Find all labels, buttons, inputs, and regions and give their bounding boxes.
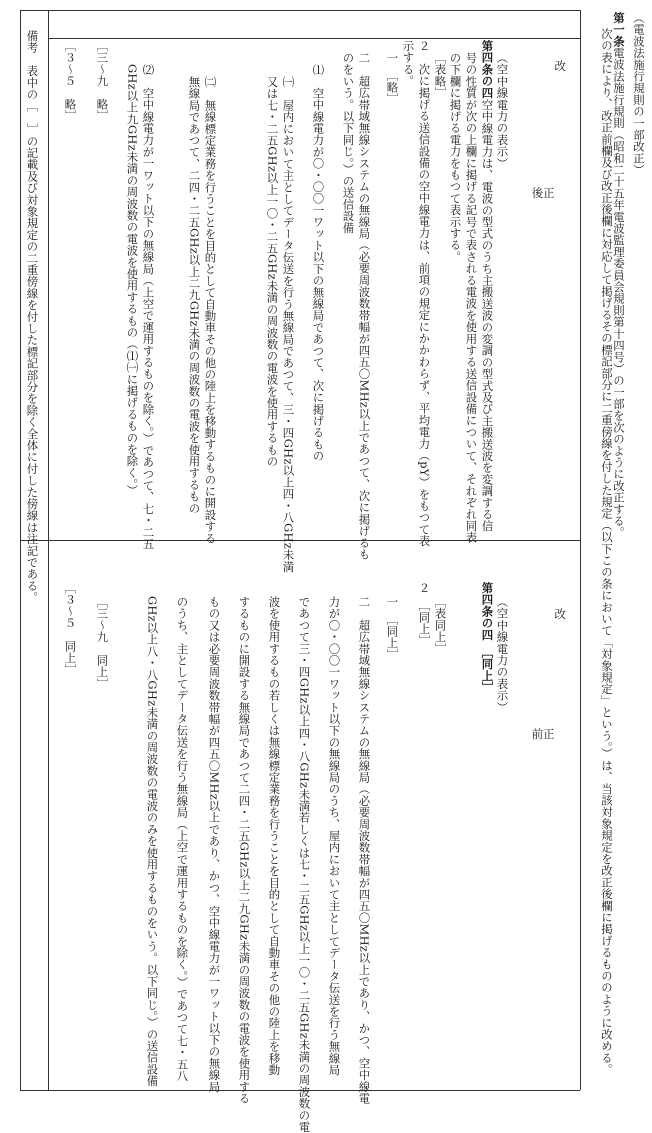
header-before-char-3: 前 [530, 728, 545, 740]
before-item3: ［三～九 同上］ [95, 596, 110, 690]
before-item1: 一 ［同上］ [385, 596, 400, 661]
remarks-divider-rule [48, 10, 49, 1090]
header-after [530, 60, 568, 520]
after-item1: 一 ［略］ [385, 52, 400, 105]
after-caption: （空中線電力の表示） [495, 52, 510, 169]
before-item2-line5: するものに開設する無線局であつて二四・二五GHz以上二九GHz未満の周波数の電波を使用する [237, 596, 252, 1105]
after-sub1a-line1: ㈠ 屋内において主としてデータ伝送を行う無線局であつて、三・四GHz以上四・八GHz未満 [281, 76, 296, 573]
after-article-line1 [481, 40, 498, 531]
after-para2-line1: ２ 次に掲げる送信設備の空中線電力は、前項の規定にかかわらず、平均電力（pY）をもつて表 [417, 40, 432, 547]
column-divider-rule [20, 540, 580, 541]
after-item2-line2: のをいう。以下同じ。）の送信設備 [341, 52, 356, 234]
header-after-char-2: 正 [541, 187, 556, 199]
article-label: 第一条 [612, 12, 626, 48]
after-omit-table: ［表略］ [433, 52, 448, 99]
intro-line1 [613, 12, 628, 539]
after-article-text1: 空中線電力は、電波の型式のうち主搬送波の変調の型式及び主搬送波を変調する信 [480, 98, 495, 532]
after-para3: ［３～５ 略］ [63, 40, 78, 122]
table-left-rule [20, 10, 21, 1090]
after-sub1a-line2: 又は七・二五GHz以上一〇・二五GHz未満の周波数の電波を使用するもの [265, 76, 280, 468]
intro-line2: 次の表により、改正前欄及び改正後欄に対応して掲げるその標記部分に二重傍線を付した規定（以下この条において「対象規定」という。）は、当該対象規定を改正後欄に掲げるもののように改める。 [600, 28, 614, 1076]
remarks-note: 備考 表中の［ ］の記載及び対象規定の二重傍線を付した標記部分を除く全体に付した傍線は注記である。 [25, 30, 40, 604]
header-divider-rule [48, 38, 580, 39]
before-item2-line7: のうち、主としてデータ伝送を行う無線局（上空で運用するものを除く。）であつて七・五八 [175, 596, 190, 1082]
after-sub1: ⑴ 空中線電力が〇・〇〇一ワット以下の無線局であつて、次に掲げるもの [311, 64, 326, 462]
after-article-line3: の下欄に掲げる電力をもつて表示する。 [448, 52, 463, 263]
after-sub1b-line2: 無線局であつて、二四・二五GHz以上二九GHz未満の周波数の電波を使用するもの [187, 76, 202, 514]
before-para3: ［３～５ 同上］ [63, 582, 78, 676]
after-sub2-line1: ⑵ 空中線電力が一ワット以下の無線局（上空で運用するものを除く。）であつて、七・二五 [141, 64, 156, 550]
after-item3: ［三～九 略］ [95, 40, 110, 122]
header-before-char-1: 改 [553, 608, 568, 620]
header-before-char-2: 正 [541, 728, 556, 740]
intro-title: （電波法施行規則の一部改正） [632, 12, 646, 176]
after-article-label: 第四条の四 [480, 40, 495, 99]
intro-line1-text: 電波法施行規則（昭和二十五年電波監理委員会規則第十四号）の一部を次のように改正する。 [612, 47, 626, 539]
table-top-rule [20, 10, 580, 11]
header-after-char-1: 改 [553, 60, 568, 72]
header-before [530, 608, 568, 1068]
before-item2-line6: もの又は必要周波数帯幅が四五〇MHz以上であり、かつ、空中線電力が一ワット以下の無線局 [207, 596, 222, 1093]
before-caption: （空中線電力の表示） [495, 596, 510, 713]
table-right-rule [580, 10, 581, 1090]
after-article-line2: 号の性質が次の上欄に掲げる記号で表される電波を使用する送信設備について、それぞれ同表 [464, 52, 479, 544]
before-item2-line1: 二 超広帯域無線システムの無線局（必要周波数帯幅が四五〇MHz以上であり、かつ、空中線電 [357, 596, 372, 1105]
before-table: ［表同上］ [433, 596, 448, 655]
before-article: 第四条の四 ［同上］ [480, 582, 495, 694]
before-item2-line4: 波を使用するもの若しくは無線標定業務を行うことを目的として自動車その他の陸上を移動 [267, 596, 282, 1076]
after-sub1b-line1: ㈡ 無線標定業務を行うことを目的として自動車その他の陸上を移動するものに開設する [203, 76, 218, 544]
after-para2-line2: 示する。 [401, 40, 416, 87]
after-item2-line1: 二 超広帯域無線システムの無線局（必要周波数帯幅が四五〇MHz以上であつて、次に掲げるも [357, 52, 372, 561]
before-para2: ２ ［同上］ [417, 582, 432, 647]
after-sub2-line2: GHz以上九GHz未満の周波数の電波を使用するもの（⑴㈠に掲げるものを除く。） [125, 64, 140, 497]
header-after-char-3: 後 [530, 187, 545, 199]
before-item2-line8: GHz以上八・八GHz未満の周波数の電波のみを使用するものをいう。以下同じ。）の送信設備 [145, 596, 160, 1087]
before-item2-line2: 力が〇・〇〇一ワット以下の無線局のうち、屋内において主としてデータ伝送を行う無線局 [327, 596, 342, 1076]
before-item2-line3: であつて三・四GHz以上四・八GHz未満若しくは七・二五GHz以上一〇・二五GHz未満の周波数の電 [297, 596, 312, 1133]
